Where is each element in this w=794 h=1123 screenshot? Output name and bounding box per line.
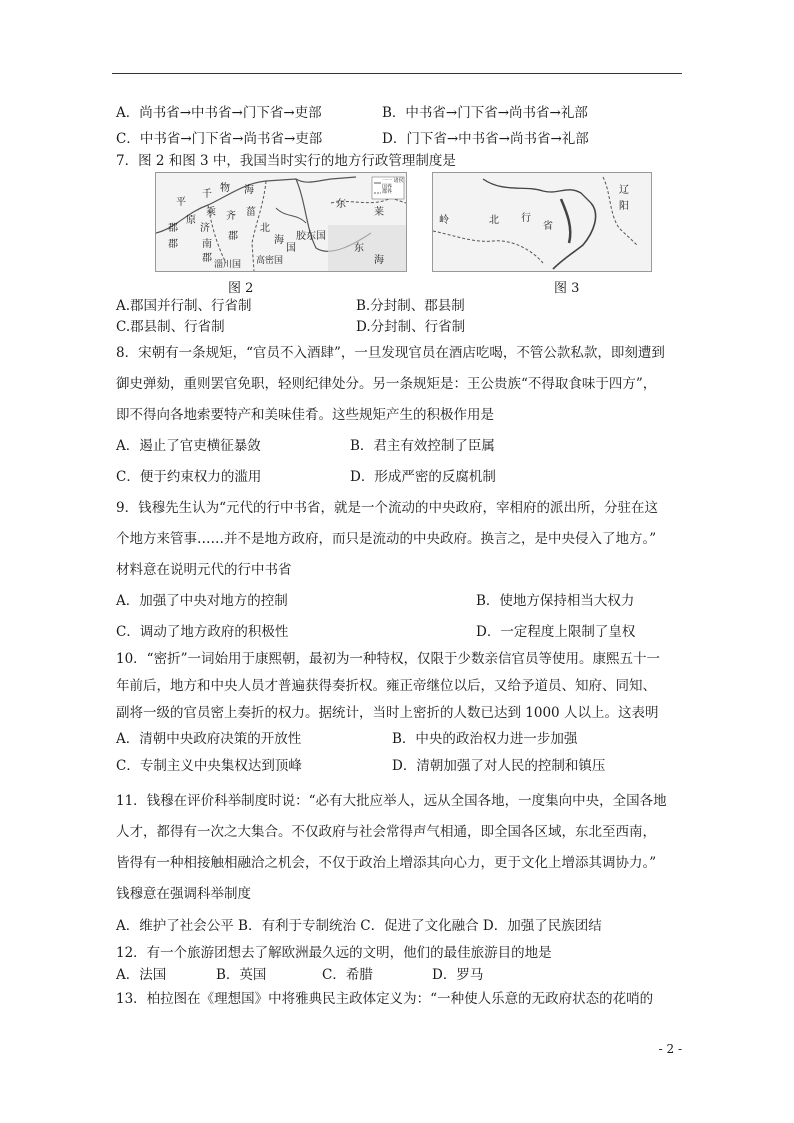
figure-3-map: [432, 172, 652, 272]
fig2-label-10: 东: [336, 199, 346, 210]
q11-line-1: 11．钱穆在评价科举制度时说：“必有大批应举人，远从全国各地，一度集向中央，全国各地: [116, 793, 667, 809]
fig2-label-7: 郡: [228, 231, 238, 242]
q12-stem: 12．有一个旅游团想去了解欧洲最久远的文明，他们的最佳旅游目的地是: [116, 945, 552, 961]
q8-option-c[interactable]: C．便于约束权力的滥用: [116, 469, 262, 485]
q7-option-a[interactable]: A.郡国并行制、行省制: [116, 298, 252, 314]
q11-options[interactable]: A．维护了社会公平 B．有利于专制统治 C．促进了文化融合 D．加强了民族团结: [116, 918, 602, 934]
fig2-label-17: 菑: [246, 207, 256, 218]
fig2-label-21: 淄川国: [214, 260, 242, 270]
q10-line-3: 副将一级的官员密上奏折的权力。据统计，当时上密折的人数已达到 1000 人以上。这表明: [116, 705, 659, 721]
q7-option-d[interactable]: D.分封制、行省制: [356, 319, 466, 335]
q12-option-c[interactable]: C．希腊: [322, 967, 373, 983]
page-number: - 2 -: [658, 1042, 682, 1056]
q6-option-d[interactable]: D．门下省→中书省→尚书省→礼部: [382, 131, 589, 147]
q8-option-b[interactable]: B．君主有效控制了臣属: [350, 438, 495, 454]
q11-line-3: 皆得有一种相接触相融洽之机会，不仅于政治上增添其向心力，更于文化上增添其调协力。”: [116, 855, 657, 871]
fig2-label-5: 济: [200, 223, 210, 234]
q10-line-1: 10．“密折”一词始用于康熙朝，最初为一种特权，仅限于少数亲信官员等使用。康熙五十一: [116, 651, 660, 667]
q9-line-2: 个地方来管事……并不是地方政府，而只是流动的中央政府。换言之，是中央侵入了地方。”: [116, 531, 657, 547]
fig2-label-8: 北: [260, 223, 270, 234]
q8-line-3: 即不得向各地索要特产和美味佳肴。这些规矩产生的积极作用是: [116, 407, 494, 423]
q8-option-a[interactable]: A．遏止了官吏横征暴敛: [116, 438, 261, 454]
q9-line-1: 9．钱穆先生认为“元代的行中书省，就是一个流动的中央政府，宰相府的派出所，分驻在这: [116, 500, 658, 516]
fig2-label-23: 莱: [374, 207, 384, 218]
q9-option-a[interactable]: A．加强了中央对地方的控制: [116, 593, 288, 609]
figure-2-caption: 图 2: [228, 281, 254, 296]
q13-stem: 13．柏拉图在《理想国》中将雅典民主政体定义为：“一种使人乐意的无政府状态的花哨的: [116, 991, 654, 1007]
fig2-label-2: 千: [202, 189, 212, 200]
q12-option-d[interactable]: D．罗马: [432, 967, 484, 983]
fig2-label-1: 海: [244, 185, 254, 196]
fig3-label-1: 北: [489, 215, 499, 226]
fig2-label-3: 平: [176, 197, 186, 208]
q7-option-b[interactable]: B.分封制、郡县制: [356, 298, 465, 314]
q8-line-1: 8．宋朝有一条规矩，“官员不入酒肆”，一旦发现官员在酒店吃喝，不管公款私款，即刻遭到: [116, 345, 665, 361]
q9-option-d[interactable]: D．一定程度上限制了皇权: [476, 624, 636, 640]
fig2-legend-0: 一一 诸侯国界: [382, 178, 404, 190]
fig2-label-4: 乘: [206, 207, 216, 218]
fig2-label-12: 南: [202, 239, 212, 250]
q7-stem: 7．图 2 和图 3 中，我国当时实行的地方行政管理制度是: [116, 153, 456, 169]
q6-option-b[interactable]: B．中书省→门下省→尚书省→礼部: [382, 105, 588, 121]
figure-2-map: [155, 172, 407, 272]
q10-option-d[interactable]: D．清朝加强了对人民的控制和镇压: [392, 758, 606, 774]
q11-line-2: 人才，都得有一次之大集合。不仅政府与社会常得声气相通，即全国各区域，东北至西南，: [116, 824, 656, 840]
fig2-label-0: 物: [220, 183, 230, 194]
fig3-label-3: 省: [543, 221, 553, 232]
header-rule: [112, 73, 682, 74]
q10-option-c[interactable]: C．专制主义中央集权达到顶峰: [116, 758, 302, 774]
fig2-label-13: 郡: [202, 253, 212, 264]
q8-line-2: 御史弹劾，重则罢官免职，轻则纪律处分。另一条规矩是：王公贵族“不得取食味于四方”，: [116, 376, 657, 392]
fig2-label-19: 东: [354, 243, 364, 254]
fig3-label-4: 辽: [619, 185, 629, 196]
fig3-label-2: 行: [521, 213, 531, 224]
fig2-label-11: 郡: [168, 223, 178, 234]
figure-3-caption: 图 3: [554, 281, 580, 296]
q6-option-a[interactable]: A．尚书省→中书省→门下省→吏部: [116, 105, 322, 121]
fig2-label-9: 海: [274, 235, 284, 246]
fig2-label-14: 国: [286, 243, 296, 254]
q12-option-b[interactable]: B．英国: [216, 967, 267, 983]
fig3-label-0: 岭: [439, 215, 449, 226]
q10-option-a[interactable]: A．清朝中央政府决策的开放性: [116, 731, 302, 747]
fig2-label-22: 高密国: [256, 256, 284, 266]
q7-option-c[interactable]: C.郡县制、行省制: [116, 319, 225, 335]
fig2-label-18: 胶东国: [296, 231, 326, 242]
q6-option-c[interactable]: C．中书省→门下省→尚书省→吏部: [116, 131, 323, 147]
fig2-legend-1: 郡界: [382, 189, 393, 195]
q9-option-c[interactable]: C．调动了地方政府的积极性: [116, 624, 289, 640]
q10-option-b[interactable]: B．中央的政治权力进一步加强: [392, 731, 578, 747]
q12-option-a[interactable]: A．法国: [116, 967, 167, 983]
q9-option-b[interactable]: B．使地方保持相当大权力: [476, 593, 635, 609]
fig2-label-6: 齐: [226, 211, 236, 222]
q11-line-4: 钱穆意在强调科举制度: [116, 886, 251, 902]
fig2-label-16: 郡: [168, 239, 178, 250]
q10-line-2: 年前后，地方和中央人员才普遍获得奏折权。雍正帝继位以后，又给予道员、知府、同知、: [116, 678, 656, 694]
fig3-label-5: 阳: [619, 201, 629, 212]
q8-option-d[interactable]: D．形成严密的反腐机制: [350, 469, 496, 485]
q9-line-3: 材料意在说明元代的行中书省: [116, 562, 292, 578]
fig2-label-20: 海: [374, 255, 384, 266]
fig2-label-15: 原: [186, 215, 196, 226]
